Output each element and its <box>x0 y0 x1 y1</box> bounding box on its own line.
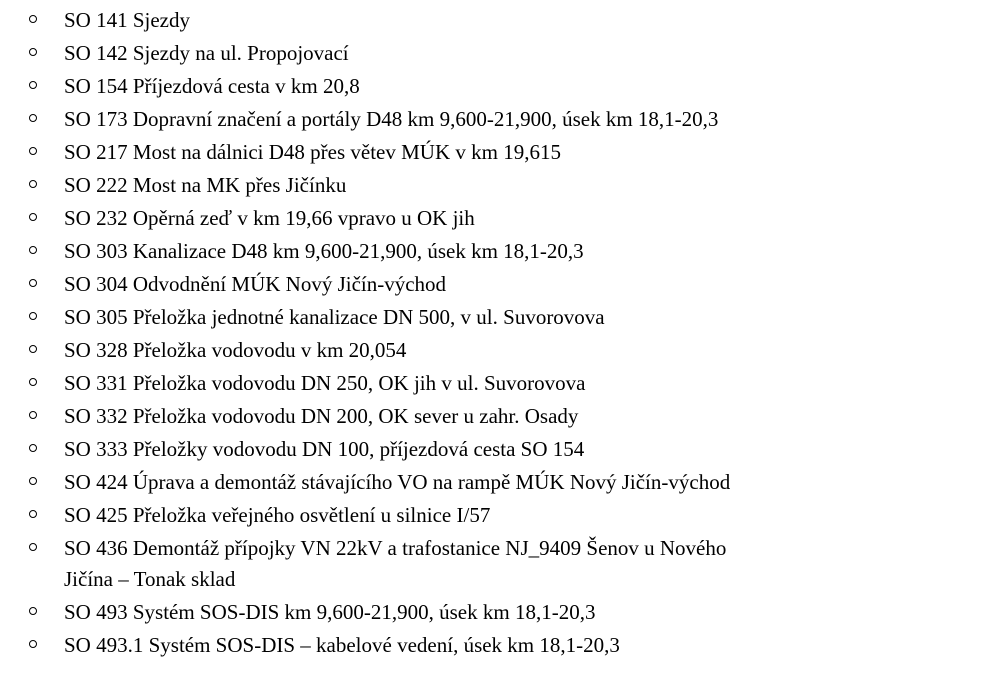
list-item-text: SO 436 Demontáž přípojky VN 22kV a trafostanice NJ_9409 Šenov u Nového <box>64 536 727 560</box>
list-item <box>0 70 1000 103</box>
hollow-circle-bullet-icon <box>29 81 37 89</box>
list-item-text: SO 303 Kanalizace D48 km 9,600-21,900, úsek km 18,1-20,3 <box>64 239 584 263</box>
list-item <box>0 103 1000 136</box>
list-item-text: SO 142 Sjezdy na ul. Propojovací <box>64 41 349 65</box>
list-item <box>0 136 1000 169</box>
list-item-text: SO 222 Most na MK přes Jičínku <box>64 173 347 197</box>
list-item <box>0 466 1000 499</box>
list-item-text: SO 232 Opěrná zeď v km 19,66 vpravo u OK jih <box>64 206 475 230</box>
list-item-text: SO 154 Příjezdová cesta v km 20,8 <box>64 74 360 98</box>
list-item-text: SO 217 Most na dálnici D48 přes větev MÚK v km 19,615 <box>64 140 561 164</box>
list-item <box>0 301 1000 334</box>
hollow-circle-bullet-icon <box>29 444 37 452</box>
hollow-circle-bullet-icon <box>29 180 37 188</box>
list-item <box>0 202 1000 235</box>
list-item-text: SO 173 Dopravní značení a portály D48 km 9,600-21,900, úsek km 18,1-20,3 <box>64 107 719 131</box>
list-item-text: SO 332 Přeložka vodovodu DN 200, OK sever u zahr. Osady <box>64 404 579 428</box>
hollow-circle-bullet-icon <box>29 477 37 485</box>
hollow-circle-bullet-icon <box>29 246 37 254</box>
list-item-text: SO 328 Přeložka vodovodu v km 20,054 <box>64 338 407 362</box>
list-item-text: SO 493.1 Systém SOS-DIS – kabelové vedení, úsek km 18,1-20,3 <box>64 633 620 657</box>
hollow-circle-bullet-icon <box>29 147 37 155</box>
hollow-circle-bullet-icon <box>29 15 37 23</box>
hollow-circle-bullet-icon <box>29 48 37 56</box>
list-item-text: SO 424 Úprava a demontáž stávajícího VO na rampě MÚK Nový Jičín-východ <box>64 470 731 494</box>
structure-list <box>0 4 1000 662</box>
hollow-circle-bullet-icon <box>29 114 37 122</box>
list-item <box>0 532 1000 596</box>
hollow-circle-bullet-icon <box>29 279 37 287</box>
hollow-circle-bullet-icon <box>29 510 37 518</box>
list-item-text: SO 331 Přeložka vodovodu DN 250, OK jih v ul. Suvorovova <box>64 371 586 395</box>
hollow-circle-bullet-icon <box>29 543 37 551</box>
list-item-text: SO 305 Přeložka jednotné kanalizace DN 500, v ul. Suvorovova <box>64 305 605 329</box>
list-item-text: SO 141 Sjezdy <box>64 8 190 32</box>
list-item <box>0 433 1000 466</box>
list-item-text: SO 304 Odvodnění MÚK Nový Jičín-východ <box>64 272 447 296</box>
hollow-circle-bullet-icon <box>29 345 37 353</box>
list-item-text: SO 333 Přeložky vodovodu DN 100, příjezdová cesta SO 154 <box>64 437 585 461</box>
hollow-circle-bullet-icon <box>29 213 37 221</box>
hollow-circle-bullet-icon <box>29 607 37 615</box>
list-item-text: SO 425 Přeložka veřejného osvětlení u silnice I/57 <box>64 503 491 527</box>
list-item <box>0 629 1000 662</box>
hollow-circle-bullet-icon <box>29 378 37 386</box>
list-item <box>0 499 1000 532</box>
list-item <box>0 400 1000 433</box>
hollow-circle-bullet-icon <box>29 640 37 648</box>
list-item <box>0 268 1000 301</box>
list-item-text: SO 493 Systém SOS-DIS km 9,600-21,900, úsek km 18,1-20,3 <box>64 600 596 624</box>
hollow-circle-bullet-icon <box>29 312 37 320</box>
list-item <box>0 169 1000 202</box>
list-item <box>0 334 1000 367</box>
list-item-text-continuation: Jičína – Tonak sklad <box>64 567 236 591</box>
list-item <box>0 367 1000 400</box>
hollow-circle-bullet-icon <box>29 411 37 419</box>
list-item <box>0 596 1000 629</box>
list-item <box>0 235 1000 268</box>
list-item <box>0 4 1000 37</box>
list-item <box>0 37 1000 70</box>
